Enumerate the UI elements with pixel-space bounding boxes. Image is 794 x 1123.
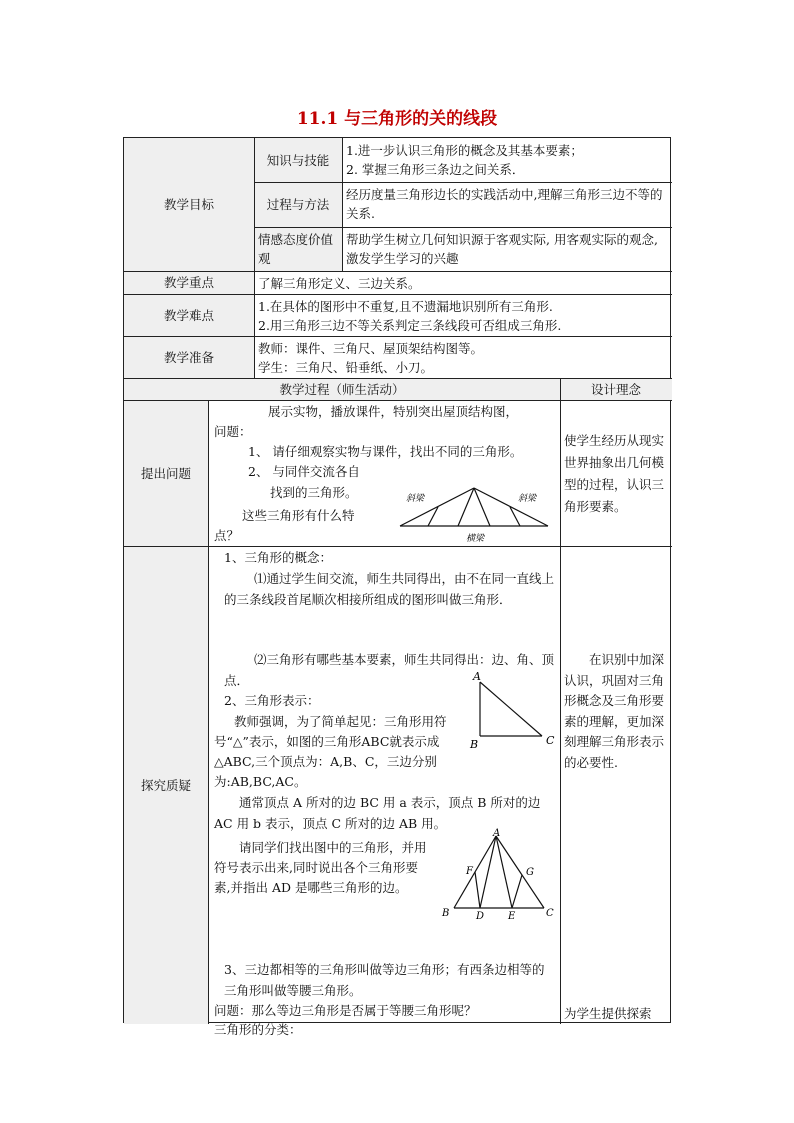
svg-text:F: F xyxy=(466,866,473,877)
objective-category-attitude: 情感态度价值观 xyxy=(258,232,334,266)
preparation-label: 教学准备 xyxy=(163,349,214,365)
svg-text:C: C xyxy=(546,908,554,919)
objective-category-knowledge: 知识与技能 xyxy=(266,152,330,168)
objective-process-text: 经历度量三角形边长的实践活动中,理解三角形三边不等的关系. xyxy=(346,187,663,221)
objectives-label: 教学目标 xyxy=(163,197,214,212)
section1-label: 提出问题 xyxy=(140,465,191,481)
section2-content: 1、三角形的概念： ⑴通过学生间交流，师生共同得出，由不在同一直线上的三条线段首尾顺次相接所组成的图形叫做三角形． ⑵三角形有哪些基本要素，师生共同得出：边、角、顶点． 2、三角形表示： 教师强调，为了简单起见：三角形用符号“△”表示，如图的三角形ABC就表示成△ABC,三个顶点为：A,B、C，三边分别为:AB,BC,AC。 通常顶点 A 所对的边 BC 用 a 表示，顶点 B 所对的边 AC 用 b 表示，顶点 C 所对的边 AB 用。 请同学们找出图中的三角形，并用符号表示出来,同时说出各个三角形要素,并指出 AD 是哪些三角形的边。 3、三边都相等的三角形叫做等边三角形；有西条边相等的三角形叫做等腰三角形。 问题：那么等边三角形是否属于等腰三角形呢？ 三角形的分类： A B C A B C D E F G xyxy=(208,546,560,1024)
section1-design-note: 使学生经历从现实世界抽象出几何模型的过程，认识三角形要素。 xyxy=(564,433,665,514)
key-points-text: 了解三角形定义、三边关系。 xyxy=(258,276,421,291)
process-header: 教学过程（师生活动） xyxy=(279,381,405,397)
svg-text:斜梁: 斜梁 xyxy=(406,494,425,504)
objective-category-process: 过程与方法 xyxy=(266,197,330,212)
svg-text:G: G xyxy=(526,867,534,878)
page-title: 11.1 与三角形的关的线段 xyxy=(296,109,498,129)
difficulties-label: 教学难点 xyxy=(163,307,214,323)
objective-knowledge-text: 1.进一步认识三角形的概念及其基本要素； 2. 掌握三角形三条边之间关系． xyxy=(346,143,583,177)
design-header: 设计理念 xyxy=(590,381,641,397)
svg-text:A: A xyxy=(473,670,481,683)
section2-design-note: 在识别中加深认识，巩固对三角形概念及三角形要素的理解，更加深刻理解三角形表示的必要性. xyxy=(564,652,665,770)
svg-text:B: B xyxy=(442,908,450,919)
section1-content: 展示实物，播放课件，特别突出屋顶结构图， 问题： 1、 请仔细观察实物与课件，找出不同的三角形。 2、 与同伴交流各自 找到的三角形。 这些三角形有什么特 点？ 斜梁 斜梁 横梁 xyxy=(208,400,560,546)
preparation-text: 教师：课件、三角尺、屋顶架结构图等。 学生：三角尺、铅垂纸、小刀。 xyxy=(258,341,484,375)
svg-text:斜梁: 斜梁 xyxy=(518,494,537,504)
svg-text:C: C xyxy=(546,734,555,747)
key-points-label: 教学重点 xyxy=(163,275,214,290)
subdivided-triangle-figure xyxy=(440,828,560,920)
svg-text:B: B xyxy=(470,738,479,751)
roof-truss-figure xyxy=(396,484,556,544)
svg-text:D: D xyxy=(476,911,485,922)
svg-text:横梁: 横梁 xyxy=(466,534,485,544)
svg-text:A: A xyxy=(493,828,501,839)
right-triangle-figure xyxy=(468,670,560,752)
lesson-plan-table xyxy=(123,137,671,1037)
section2-design-note-2: 为学生提供探索 xyxy=(564,1006,652,1021)
difficulties-text: 1.在具体的图形中不重复,且不遗漏地识别所有三角形. 2.用三角形三边不等关系判定三条线段可否组成三角形. xyxy=(258,299,562,333)
objective-attitude-text: 帮助学生树立几何知识源于客观实际, 用客观实际的观念,激发学生学习的兴趣 xyxy=(346,232,658,266)
svg-text:E: E xyxy=(508,911,516,922)
section2-label: 探究质疑 xyxy=(140,777,191,793)
